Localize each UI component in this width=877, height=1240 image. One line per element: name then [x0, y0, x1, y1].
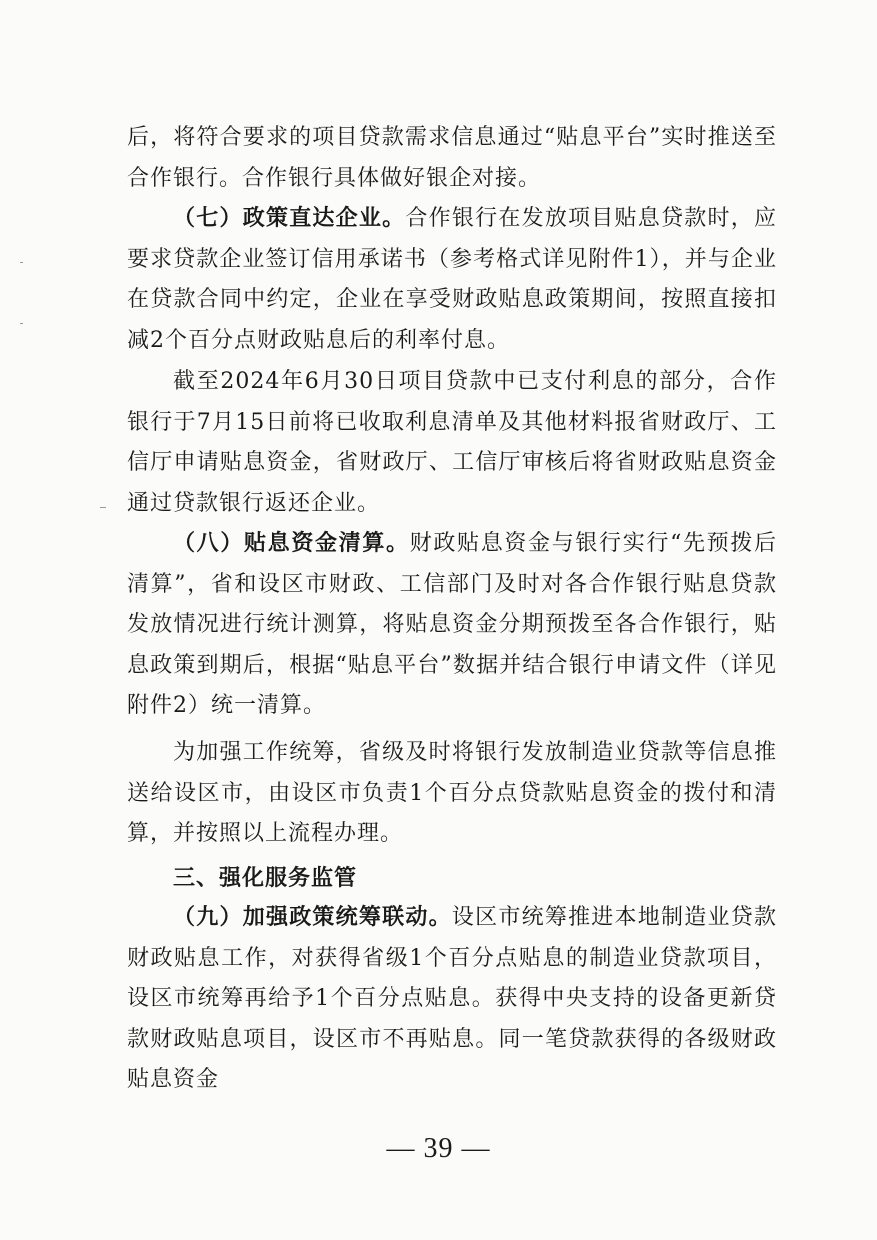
paragraph-text: 为加强工作统筹，省级及时将银行发放制造业贷款等信息推送给设区市，由设区市负责1个百分点贷款贴息资金的拨付和清算，并按照以上流程办理。 [127, 740, 777, 846]
scan-mark [20, 323, 23, 324]
paragraph-text: 财政贴息资金与银行实行“先预拨后清算”，省和设区市财政、工信部门及时对各合作银行贴息贷款发放情况进行统计测算，将贴息资金分期预拨至各合作银行，贴息政策到期后，根据“贴息平台”数据并结合银行申请文件（详见附件2）统一清算。 [127, 531, 777, 718]
paragraph-text: 截至2024年6月30日项目贷款中已支付利息的部分，合作银行于7月15日前将已收取利息清单及其他材料报省财政厅、工信厅申请贴息资金，省财政厅、工信厅审核后将省财政贴息资金通过贷款银行返还企业。 [127, 369, 777, 516]
paragraph-text: 后，将符合要求的项目贷款需求信息通过“贴息平台”实时推送至合作银行。合作银行具体做好银企对接。 [127, 125, 777, 191]
paragraph-heading: （八）贴息资金清算。 [173, 531, 410, 556]
paragraph-heading: （七）政策直达企业。 [173, 206, 406, 231]
scan-mark [100, 507, 106, 508]
paragraph-continuation [127, 118, 777, 199]
scan-mark [20, 262, 23, 263]
section-title: 三、强化服务监管 [173, 866, 358, 891]
paragraph-deadline [127, 362, 777, 524]
paragraph-text: 合作银行在发放项目贴息贷款时，应要求贷款企业签订信用承诺书（参考格式详见附件1），并与企业在贷款合同中约定，企业在享受财政贴息政策期间，按照直接扣减2个百分点财政贴息后的利率付息。 [127, 206, 777, 353]
paragraph-coordination [127, 733, 777, 855]
page-number: — 39 — [386, 1133, 491, 1164]
paragraph-settlement [127, 524, 777, 727]
paragraph-linkage [127, 898, 777, 1101]
paragraph-policy-direct [127, 199, 777, 361]
paragraph-heading: （九）加强政策统筹联动。 [173, 905, 452, 930]
paragraph-text: 设区市统筹推进本地制造业贷款财政贴息工作，对获得省级1个百分点贴息的制造业贷款项目，设区市统筹再给予1个百分点贴息。获得中央支持的设备更新贷款财政贴息项目，设区市不再贴息。同一笔贷款获得的各级财政贴息资金 [127, 905, 777, 1092]
